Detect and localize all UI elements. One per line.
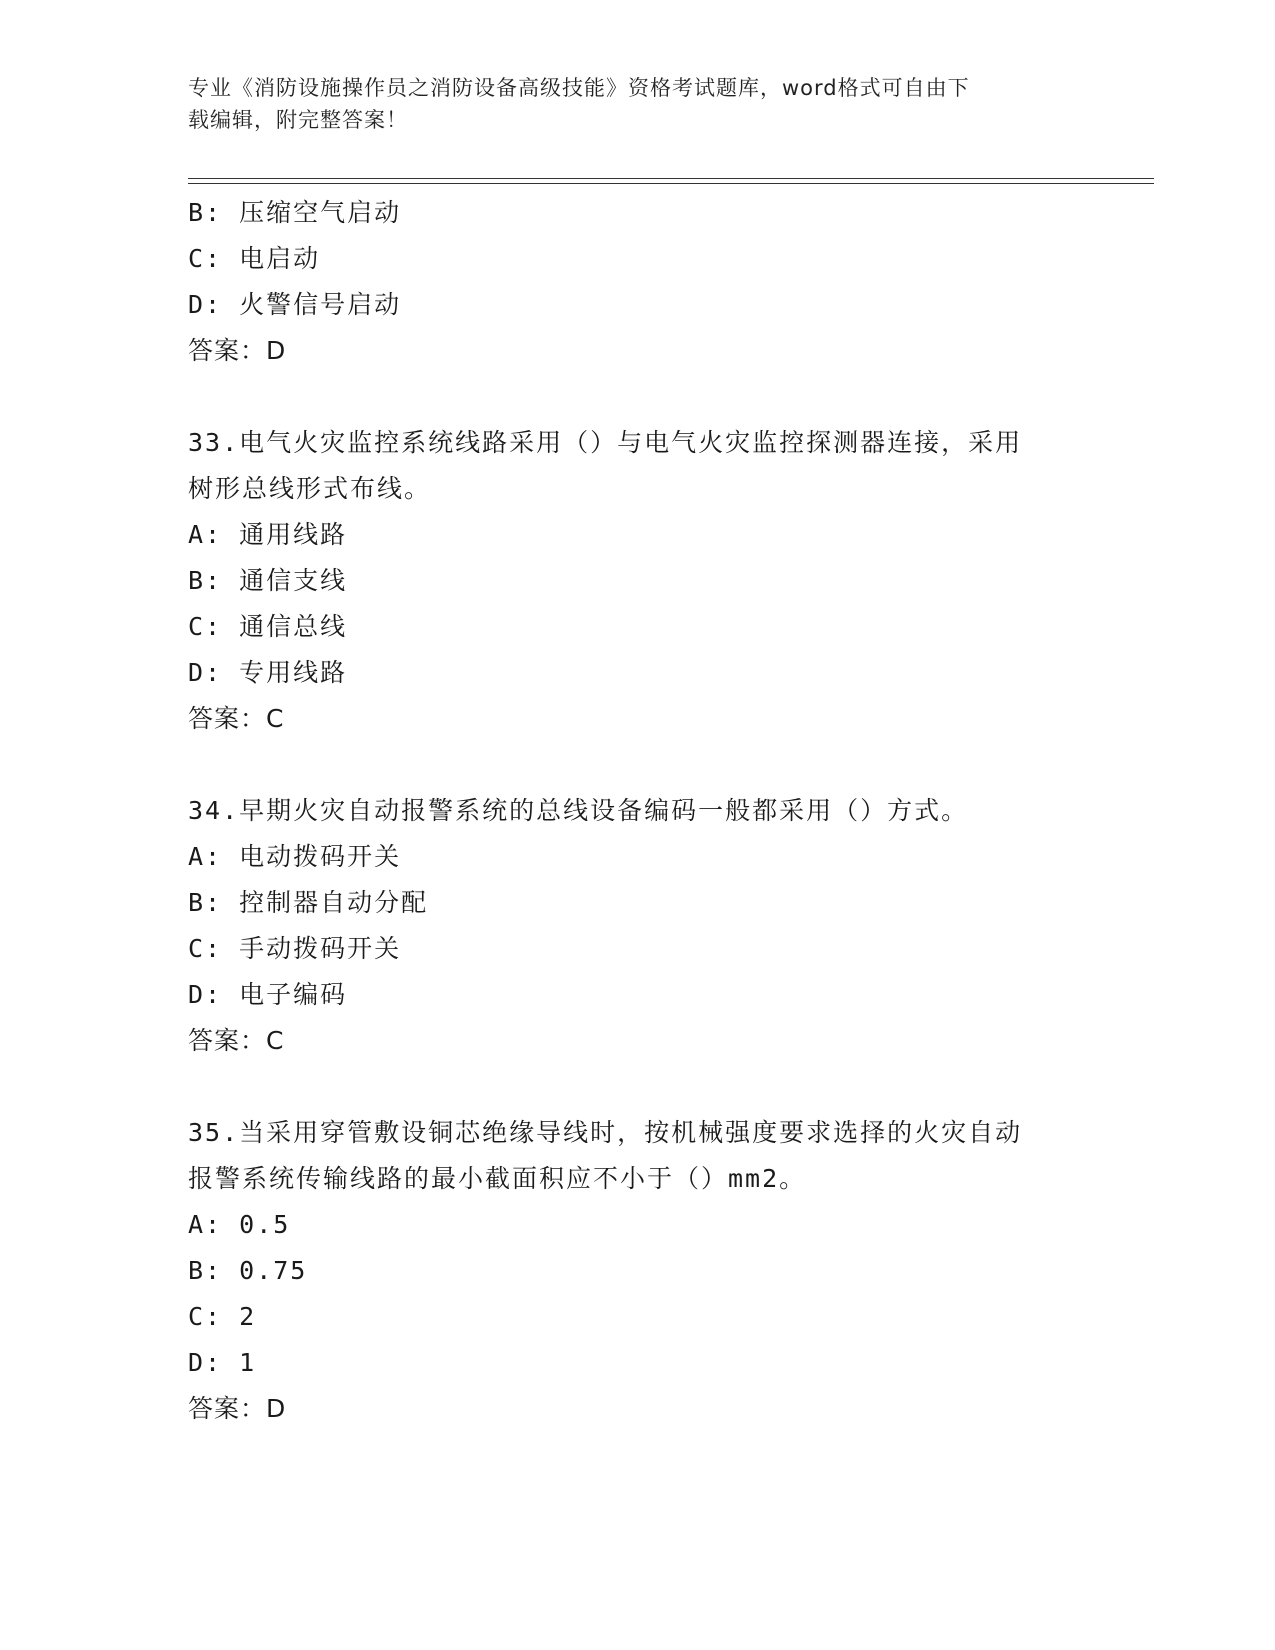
option-d: D: 1	[188, 1348, 257, 1377]
answer: 答案：C	[188, 704, 285, 733]
prev-question-block	[188, 190, 1088, 374]
question-stem-line: 35.当采用穿管敷设铜芯绝缘导线时，按机械强度要求选择的火灾自动	[188, 1118, 1023, 1147]
question-33	[188, 420, 1088, 742]
question-34	[188, 788, 1088, 1064]
answer: 答案：D	[188, 336, 287, 365]
option-b: B: 通信支线	[188, 566, 348, 595]
document-header	[188, 72, 1078, 136]
question-stem-line: 34.早期火灾自动报警系统的总线设备编码一般都采用（）方式。	[188, 796, 969, 825]
spacer	[188, 742, 1088, 788]
question-content	[188, 190, 1088, 1432]
option-c: C: 2	[188, 1302, 257, 1331]
option-b: B: 压缩空气启动	[188, 198, 402, 227]
spacer	[188, 1064, 1088, 1110]
spacer	[188, 374, 1088, 420]
option-b: B: 0.75	[188, 1256, 308, 1285]
question-stem-line: 报警系统传输线路的最小截面积应不小于（）mm2。	[188, 1164, 807, 1193]
option-c: C: 电启动	[188, 244, 321, 273]
header-divider-top	[188, 178, 1154, 179]
question-stem-line: 树形总线形式布线。	[188, 474, 432, 503]
option-c: C: 通信总线	[188, 612, 348, 641]
option-d: D: 电子编码	[188, 980, 348, 1009]
header-line-1: 专业《消防设施操作员之消防设备高级技能》资格考试题库，word格式可自由下	[188, 76, 970, 100]
option-a: A: 电动拨码开关	[188, 842, 402, 871]
option-c: C: 手动拨码开关	[188, 934, 402, 963]
option-a: A: 通用线路	[188, 520, 348, 549]
header-divider-bottom	[188, 183, 1154, 184]
option-b: B: 控制器自动分配	[188, 888, 429, 917]
question-stem-line: 33.电气火灾监控系统线路采用（）与电气火灾监控探测器连接，采用	[188, 428, 1023, 457]
question-35	[188, 1110, 1088, 1432]
option-a: A: 0.5	[188, 1210, 291, 1239]
option-d: D: 火警信号启动	[188, 290, 402, 319]
answer: 答案：D	[188, 1394, 287, 1423]
option-d: D: 专用线路	[188, 658, 348, 687]
header-line-2: 载编辑，附完整答案！	[188, 108, 408, 132]
answer: 答案：C	[188, 1026, 285, 1055]
